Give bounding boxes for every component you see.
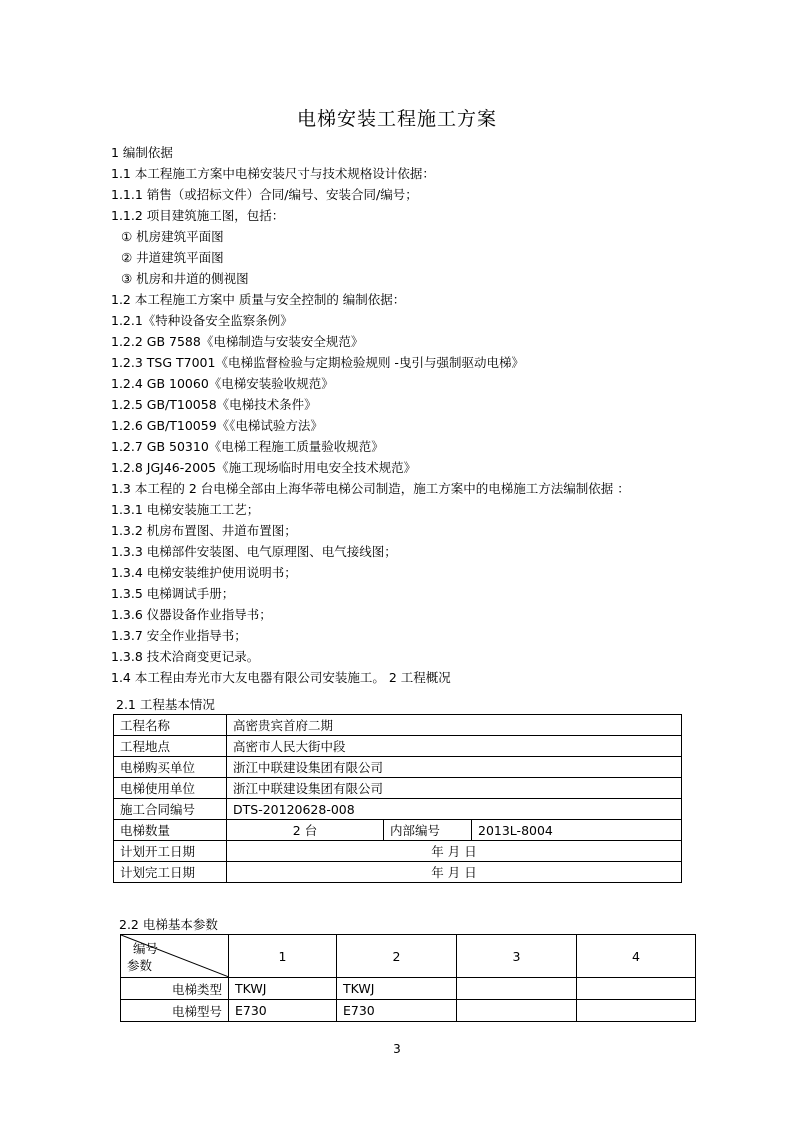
table-row: [114, 820, 682, 841]
cell-value: E730: [229, 1000, 337, 1022]
column-header: 3: [457, 935, 577, 978]
cell-label: 工程名称: [114, 715, 227, 736]
header-number-label: 编号: [132, 941, 158, 956]
cell-value: TKWJ: [337, 978, 457, 1000]
header-param-label: 参数: [127, 958, 153, 973]
table-row: [114, 841, 682, 862]
text-line: 1.3.7 安全作业指导书；: [111, 628, 247, 643]
column-header: 1: [229, 935, 337, 978]
cell-value: 高密贵宾首府二期: [227, 715, 682, 736]
body-text: [111, 142, 630, 688]
cell-label: 电梯类型: [121, 978, 229, 1000]
section-heading-2-1: 2.1 工程基本情况: [116, 697, 215, 712]
text-line: 1.2 本工程施工方案中 质量与安全控制的 编制依据：: [111, 292, 406, 307]
internal-number: 2013L-8004: [472, 820, 682, 841]
cell-label: 内部编号: [384, 820, 472, 841]
text-line: 1.3.5 电梯调试手册；: [111, 586, 235, 601]
cell-value: [577, 1000, 696, 1022]
text-line: 1.2.1《特种设备安全监察条例》: [111, 313, 293, 328]
section-heading-2-2: 2.2 电梯基本参数: [119, 917, 218, 932]
cell-label: 计划开工日期: [114, 841, 227, 862]
table-row: [114, 799, 682, 820]
text-line: 1.2.8 JGJ46-2005《施工现场临时用电安全技术规范》: [111, 460, 417, 475]
table-row: [114, 757, 682, 778]
cell-value: 浙江中联建设集团有限公司: [227, 757, 682, 778]
cell-value: TKWJ: [229, 978, 337, 1000]
elevator-params-table: [120, 934, 696, 1022]
cell-value: [577, 978, 696, 1000]
cell-value: 浙江中联建设集团有限公司: [227, 778, 682, 799]
cell-value: [457, 978, 577, 1000]
text-line: ① 机房建筑平面图: [121, 229, 224, 244]
text-line: 1.2.7 GB 50310《电梯工程施工质量验收规范》: [111, 439, 384, 454]
text-line: 1.2.6 GB/T10059《《电梯试验方法》: [111, 418, 323, 433]
page-number: 3: [393, 1042, 401, 1056]
cell-label: 工程地点: [114, 736, 227, 757]
text-line: 1.1.2 项目建筑施工图，包括：: [111, 208, 285, 223]
column-header: 4: [577, 935, 696, 978]
text-line: 1.3.1 电梯安装施工工艺；: [111, 502, 260, 517]
table-row: [121, 1000, 696, 1022]
table-header-row: [121, 935, 696, 978]
text-line: 1.3.6 仪器设备作业指导书；: [111, 607, 272, 622]
cell-label: 电梯使用单位: [114, 778, 227, 799]
text-line: 1.3.2 机房布置图、井道布置图；: [111, 523, 297, 538]
start-date: 年 月 日: [227, 841, 682, 862]
cell-label: 电梯型号: [121, 1000, 229, 1022]
table-row: [114, 736, 682, 757]
table-row: [114, 778, 682, 799]
column-header: 2: [337, 935, 457, 978]
cell-value: DTS-20120628-008: [227, 799, 682, 820]
cell-label: 电梯数量: [114, 820, 227, 841]
text-line: 1.3 本工程的 2 台电梯全部由上海华蒂电梯公司制造，施工方案中的电梯施工方法编制依据 ：: [111, 481, 630, 496]
document-title: 电梯安装工程施工方案: [296, 108, 497, 130]
cell-value: [457, 1000, 577, 1022]
text-line: ③ 机房和井道的侧视图: [121, 271, 249, 286]
text-line: 1.3.3 电梯部件安装图、电气原理图、电气接线图；: [111, 544, 397, 559]
cell-value: 高密市人民大街中段: [227, 736, 682, 757]
text-line: ② 井道建筑平面图: [121, 250, 224, 265]
cell-value: E730: [337, 1000, 457, 1022]
elevator-quantity: 2 台: [227, 820, 384, 841]
table-row: [114, 715, 682, 736]
end-date: 年 月 日: [227, 862, 682, 883]
text-line: 1.4 本工程由寿光市大友电器有限公司安装施工。 2 工程概况: [111, 670, 451, 685]
text-line: 1.2.5 GB/T10058《电梯技术条件》: [111, 397, 317, 412]
table-row: [121, 978, 696, 1000]
project-info-table: [113, 714, 682, 883]
cell-label: 计划完工日期: [114, 862, 227, 883]
text-line: 1.3.8 技术洽商变更记录。: [111, 649, 260, 664]
cell-label: 电梯购买单位: [114, 757, 227, 778]
text-line: 1 编制依据: [111, 145, 173, 160]
text-line: 1.2.2 GB 7588《电梯制造与安装安全规范》: [111, 334, 364, 349]
diagonal-header-cell: [121, 935, 229, 978]
cell-label: 施工合同编号: [114, 799, 227, 820]
table-row: [114, 862, 682, 883]
text-line: 1.2.4 GB 10060《电梯安装验收规范》: [111, 376, 334, 391]
text-line: 1.2.3 TSG T7001《电梯监督检验与定期检验规则 -曳引与强制驱动电梯》: [111, 355, 524, 370]
text-line: 1.3.4 电梯安装维护使用说明书；: [111, 565, 297, 580]
text-line: 1.1.1 销售（或招标文件）合同/编号、安装合同/编号；: [111, 187, 418, 202]
text-line: 1.1 本工程施工方案中电梯安装尺寸与技术规格设计依据：: [111, 166, 435, 181]
